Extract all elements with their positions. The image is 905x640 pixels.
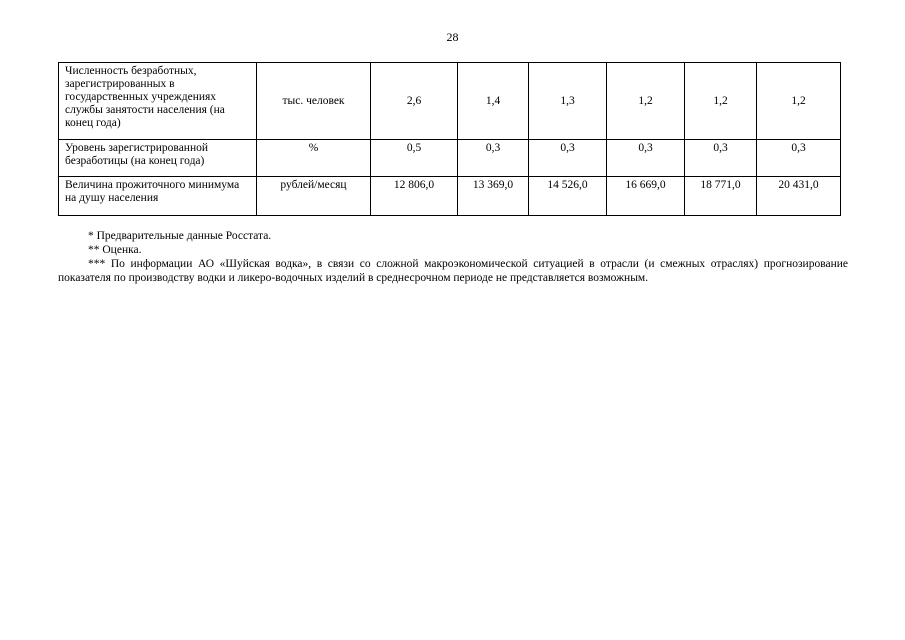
table-cell: 0,3 (685, 140, 757, 177)
table-cell: 0,5 (371, 140, 458, 177)
table-cell: 1,3 (529, 63, 607, 140)
row-unit: % (257, 140, 371, 177)
table-row (59, 63, 841, 140)
row-label: Уровень зарегистрированной безработицы (на конец года) (59, 140, 257, 177)
table-cell: 1,2 (607, 63, 685, 140)
footnote-preliminary: * Предварительные данные Росстата. (88, 230, 272, 242)
table-cell: 1,4 (458, 63, 529, 140)
table-cell: 0,3 (757, 140, 841, 177)
table-row (59, 177, 841, 216)
table-row (59, 140, 841, 177)
table-cell: 13 369,0 (458, 177, 529, 216)
table-cell: 16 669,0 (607, 177, 685, 216)
table-cell: 14 526,0 (529, 177, 607, 216)
row-unit: тыс. человек (257, 63, 371, 140)
footnotes (58, 229, 848, 285)
footnote-shuya-vodka: *** По информации АО «Шуйская водка», в связи со сложной макроэкономической ситуацией в отрасли (и смежных отраслях) прогнозирование показателя по производству водки и ликеро-водочных изделий в среднесрочном периоде не представляется возможным. (58, 258, 848, 284)
table-cell: 12 806,0 (371, 177, 458, 216)
table-cell: 0,3 (607, 140, 685, 177)
table-cell: 1,2 (757, 63, 841, 140)
row-label: Численность безработных, зарегистрированных в государственных учреждениях службы занятости населения (на конец года) (59, 63, 257, 140)
footnote-estimate: ** Оценка. (88, 244, 142, 256)
table-cell: 1,2 (685, 63, 757, 140)
table-cell: 20 431,0 (757, 177, 841, 216)
row-label: Величина прожиточного минимума на душу населения (59, 177, 257, 216)
indicators-table (58, 62, 841, 216)
table-cell: 2,6 (371, 63, 458, 140)
table-cell: 0,3 (458, 140, 529, 177)
page-number: 28 (446, 30, 459, 44)
table-cell: 18 771,0 (685, 177, 757, 216)
table-cell: 0,3 (529, 140, 607, 177)
row-unit: рублей/месяц (257, 177, 371, 216)
